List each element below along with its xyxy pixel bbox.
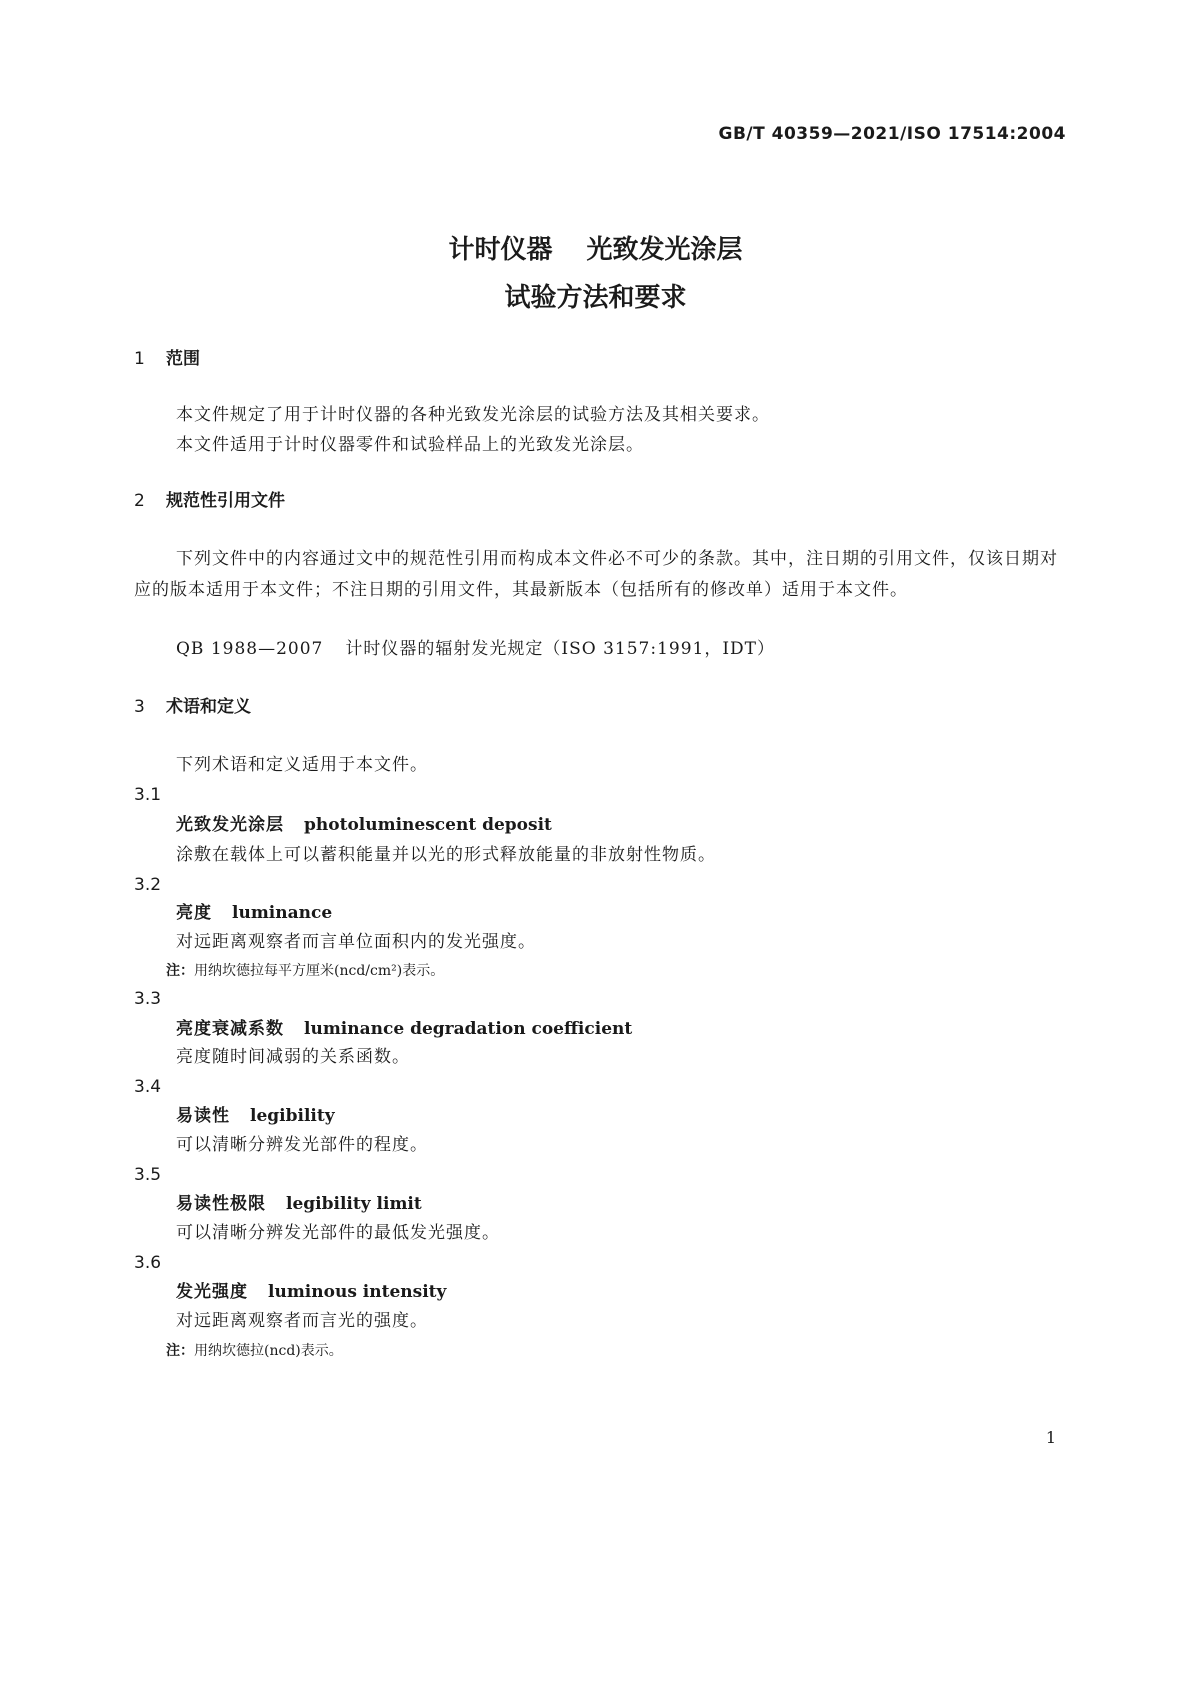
term-zh: 亮度衰减系数 xyxy=(176,1019,284,1039)
term-definition: 涂敷在载体上可以蓄积能量并以光的形式释放能量的非放射性物质。 xyxy=(176,845,716,865)
section-number: 2 xyxy=(134,491,145,511)
standard-code: GB/T 40359—2021/ISO 17514:2004 xyxy=(718,124,1066,144)
title-line-2: 试验方法和要求 xyxy=(504,283,687,313)
term-number: 3.2 xyxy=(134,875,162,895)
note-label: 注： xyxy=(166,1343,194,1359)
term-definition: 对远距离观察者而言单位面积内的发光强度。 xyxy=(176,932,536,952)
paragraph: 本文件规定了用于计时仪器的各种光致发光涂层的试验方法及其相关要求。 xyxy=(176,405,770,425)
term-note xyxy=(166,958,444,984)
title-part-2: 光致发光涂层 xyxy=(586,235,743,265)
term-en: luminance xyxy=(232,903,333,923)
paragraph: 本文件适用于计时仪器零件和试验样品上的光致发光涂层。 xyxy=(176,435,644,455)
term-en: legibility xyxy=(250,1106,335,1126)
document-title xyxy=(0,226,1191,322)
paragraph: 下列术语和定义适用于本文件。 xyxy=(176,755,428,775)
term-zh: 易读性极限 xyxy=(176,1194,266,1214)
term-definition: 可以清晰分辨发光部件的程度。 xyxy=(176,1135,428,1155)
section-number: 1 xyxy=(134,349,145,369)
page-number: 1 xyxy=(1045,1428,1056,1447)
term-zh: 亮度 xyxy=(176,903,212,923)
section-title: 术语和定义 xyxy=(166,697,251,717)
term-en: photoluminescent deposit xyxy=(304,815,552,835)
section-number: 3 xyxy=(134,697,145,717)
term-entry xyxy=(176,1101,335,1131)
section-2-heading xyxy=(134,486,285,516)
term-number: 3.1 xyxy=(134,785,162,805)
term-entry xyxy=(176,1277,446,1307)
section-1-heading xyxy=(134,344,200,374)
term-en: legibility limit xyxy=(286,1194,422,1214)
term-entry xyxy=(176,810,552,840)
section-title: 规范性引用文件 xyxy=(166,491,285,511)
normative-reference xyxy=(176,634,1059,665)
term-definition: 亮度随时间减弱的关系函数。 xyxy=(176,1047,410,1067)
title-part-1: 计时仪器 xyxy=(448,235,553,265)
reference-code: QB 1988—2007 xyxy=(176,639,324,659)
term-en: luminance degradation coefficient xyxy=(304,1019,633,1039)
title-line-1 xyxy=(0,226,1191,274)
term-zh: 光致发光涂层 xyxy=(176,815,284,835)
term-number: 3.4 xyxy=(134,1077,162,1097)
term-definition: 可以清晰分辨发光部件的最低发光强度。 xyxy=(176,1223,500,1243)
section-3-heading xyxy=(134,692,251,722)
term-number: 3.3 xyxy=(134,989,162,1009)
term-number: 3.5 xyxy=(134,1165,162,1185)
term-zh: 易读性 xyxy=(176,1106,230,1126)
note-label: 注： xyxy=(166,963,194,979)
term-note xyxy=(166,1338,343,1364)
term-number: 3.6 xyxy=(134,1253,162,1273)
term-entry xyxy=(176,1189,422,1219)
term-entry xyxy=(176,898,332,928)
term-entry xyxy=(176,1014,632,1044)
term-en: luminous intensity xyxy=(268,1282,447,1302)
note-text: 用纳坎德拉(ncd)表示。 xyxy=(194,1343,343,1359)
paragraph: 下列文件中的内容通过文中的规范性引用而构成本文件必不可少的条款。其中，注日期的引用文件，仅该日期对应的版本适用于本文件；不注日期的引用文件，其最新版本（包括所有的修改单）适用于本文件。 xyxy=(134,549,1058,600)
term-definition: 对远距离观察者而言光的强度。 xyxy=(176,1311,428,1331)
section-title: 范围 xyxy=(166,349,200,369)
term-zh: 发光强度 xyxy=(176,1282,248,1302)
reference-title: 计时仪器的辐射发光规定（ISO 3157:1991，IDT） xyxy=(345,639,776,659)
note-text: 用纳坎德拉每平方厘米(ncd/cm²)表示。 xyxy=(194,963,445,979)
